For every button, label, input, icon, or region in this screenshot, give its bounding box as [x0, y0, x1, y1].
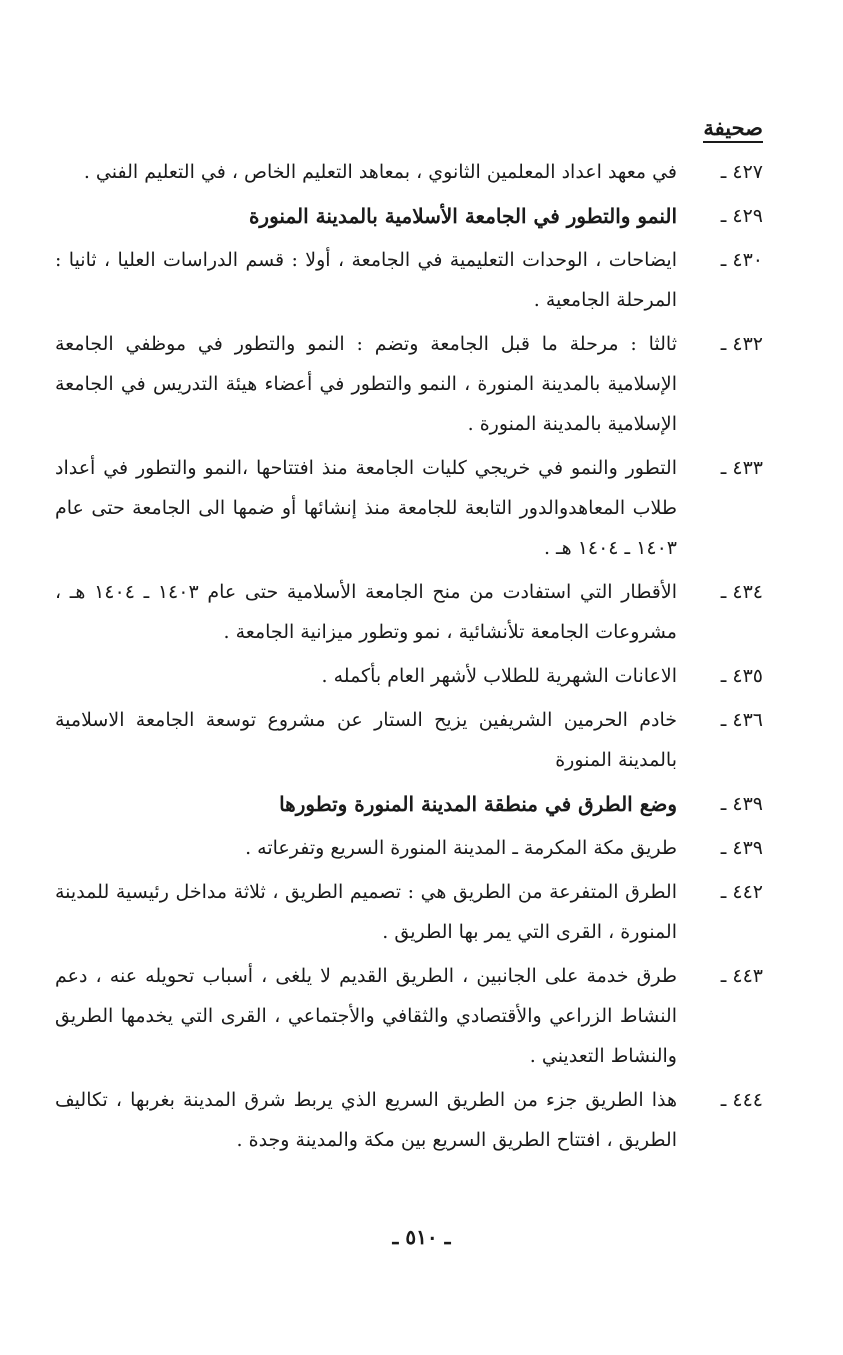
entry-text: في معهد اعداد المعلمين الثانوي ، بمعاهد التعليم الخاص ، في التعليم الفني . [83, 161, 677, 183]
entry-text: ايضاحات ، الوحدات التعليمية في الجامعة ، أولا : قسم الدراسات العليا ، ثانيا : المرحلة الجامعية . [55, 249, 677, 311]
page-header [55, 112, 763, 144]
page-footer-number: ـ ٥١٠ ـ [392, 1225, 451, 1249]
index-entry [55, 956, 763, 1076]
index-entry [55, 324, 763, 444]
index-section-heading [55, 784, 763, 824]
entry-text: التطور والنمو في خريجي كليات الجامعة منذ افتتاحها ،النمو والتطور في أعداد طلاب المعاهدوالدور التابعة للجامعة منذ إنشائها أو ضمها الى الجامعة حتى عام ١٤٠٣ ـ ١٤٠٤ هـ . [55, 457, 677, 559]
entry-text: ثالثا : مرحلة ما قبل الجامعة وتضم : النمو والتطور في موظفي الجامعة الإسلامية بالمدينة المنورة ، النمو والتطور في أعضاء هيئة التدريس في الجامعة الإسلامية بالمدينة المنورة . [55, 333, 677, 435]
entry-page-number: ٤٣٣ ـ [720, 457, 763, 479]
entry-text: وضع الطرق في منطقة المدينة المنورة وتطورها [279, 792, 677, 816]
entry-page-number: ٤٢٩ ـ [720, 205, 763, 227]
entry-text: خادم الحرمين الشريفين يزيح الستار عن مشروع توسعة الجامعة الاسلامية بالمدينة المنورة [55, 709, 677, 771]
entry-page-number: ٤٢٧ ـ [720, 161, 763, 183]
entry-text: هذا الطريق جزء من الطريق السريع الذي يربط شرق المدينة بغربها ، تكاليف الطريق ، افتتاح الطريق السريع بين مكة والمدينة وجدة . [55, 1089, 677, 1151]
entry-text: طريق مكة المكرمة ـ المدينة المنورة السريع وتفرعاته . [245, 837, 677, 859]
header-title: صحيفة [703, 115, 763, 143]
index-entry [55, 572, 763, 652]
index-entry [55, 448, 763, 568]
index-entry [55, 872, 763, 952]
index-entry [55, 656, 763, 696]
index-section-heading [55, 196, 763, 236]
index-entry [55, 1080, 763, 1160]
entry-page-number: ٤٣٦ ـ [720, 709, 763, 731]
index-page [55, 112, 763, 1164]
entry-page-number: ٤٤٢ ـ [720, 881, 763, 903]
entry-text: الأقطار التي استفادت من منح الجامعة الأسلامية حتى عام ١٤٠٣ ـ ١٤٠٤ هـ ، مشروعات الجامعة تلأنشائية ، نمو وتطور ميزانية الجامعة . [55, 581, 677, 643]
entry-text: الطرق المتفرعة من الطريق هي : تصميم الطريق ، ثلاثة مداخل رئيسية للمدينة المنورة ، القرى التي يمر بها الطريق . [55, 881, 677, 943]
index-entry [55, 240, 763, 320]
index-entry [55, 152, 763, 192]
entry-page-number: ٤٣٩ ـ [720, 793, 763, 815]
entry-page-number: ٤٤٤ ـ [720, 1089, 763, 1111]
entry-page-number: ٤٣٢ ـ [720, 333, 763, 355]
entry-page-number: ٤٣٥ ـ [720, 665, 763, 687]
entry-page-number: ٤٤٣ ـ [720, 965, 763, 987]
index-entry [55, 828, 763, 868]
entry-page-number: ٤٣٠ ـ [720, 249, 763, 271]
entry-text: النمو والتطور في الجامعة الأسلامية بالمدينة المنورة [248, 204, 677, 228]
entry-text: الاعانات الشهرية للطلاب لأشهر العام بأكمله . [321, 665, 677, 687]
index-entry [55, 700, 763, 780]
entry-page-number: ٤٣٩ ـ [720, 837, 763, 859]
entry-text: طرق خدمة على الجانبين ، الطريق القديم لا يلغى ، أسباب تحويله عنه ، دعم النشاط الزراعي والأقتصادي والثقافي والأجتماعي ، القرى التي يخدمها الطريق والنشاط التعديني . [55, 965, 677, 1067]
entry-page-number: ٤٣٤ ـ [720, 581, 763, 603]
